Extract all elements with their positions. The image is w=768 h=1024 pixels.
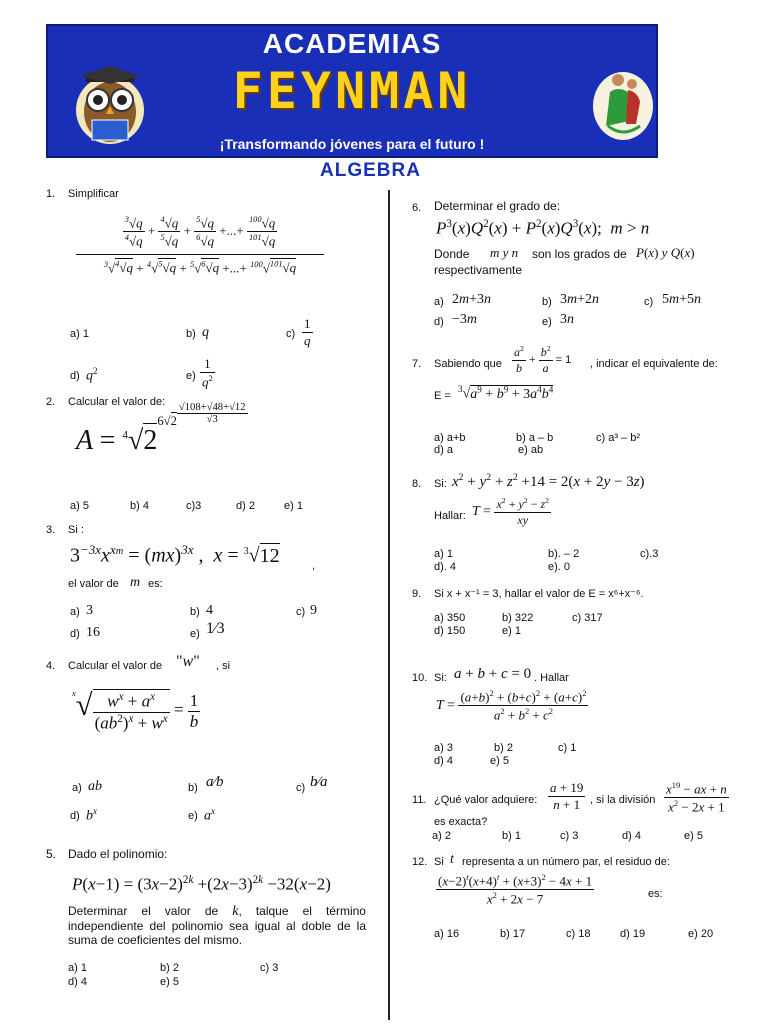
- q9-option-d: d) 150: [434, 625, 466, 637]
- q4-option-c-label: c): [296, 782, 306, 794]
- q3-option-a-label: a): [70, 606, 80, 618]
- q3-number: 3.: [46, 524, 56, 536]
- q7-text: Sabiendo que: [434, 358, 502, 370]
- q6-option-d-value: −3m: [452, 312, 478, 327]
- q10-number: 10.: [412, 672, 428, 684]
- q9-number: 9.: [412, 588, 422, 600]
- q2-expression: $A = ^4√2^{6√2}$ $^{\frac{√108+√48+√12}{√3}}$: [76, 402, 246, 456]
- q12-text-3: es:: [648, 888, 663, 900]
- q3-variable-m: m: [130, 575, 141, 590]
- q11-expression: $\frac{a + 19}{n + 1}$: [550, 780, 584, 812]
- q6-option-e-label: e): [542, 316, 552, 328]
- q6-option-c-value: 5m+5n: [662, 292, 702, 307]
- q3-option-b-value: 4: [206, 603, 213, 618]
- q8-target: T = $\frac{x^2 + y^2 - z^2}{xy}$: [472, 496, 550, 527]
- q5-option-e: e) 5: [160, 976, 179, 988]
- q6-functions: P(x) y Q(x): [636, 245, 695, 260]
- q6-text-2: Donde: [434, 247, 470, 261]
- q6-option-b-value: 3m+2n: [560, 292, 600, 307]
- q1-option-d-label: d): [70, 370, 80, 382]
- q3-option-d-value: 16: [86, 625, 100, 640]
- q3-text-2: el valor de: [68, 578, 119, 590]
- q8-option-e: e). 0: [548, 561, 571, 573]
- q12-number: 12.: [412, 856, 428, 868]
- q10-option-e: e) 5: [490, 755, 509, 767]
- q12-text: Si: [434, 856, 444, 868]
- q12-option-c: c) 18: [566, 928, 591, 940]
- q11-text: ¿Qué valor adquiere:: [434, 794, 538, 806]
- academy-name: FEYNMAN: [232, 62, 472, 120]
- q7-text-2: , indicar el equivalente de:: [590, 358, 718, 370]
- q7-option-c: c) a³ – b²: [596, 432, 641, 444]
- owl-logo-icon: [64, 58, 156, 150]
- q8-text: Si:: [434, 478, 447, 490]
- q9-option-e: e) 1: [502, 625, 521, 637]
- q4-option-a-label: a): [72, 782, 82, 794]
- q8-option-b: b). – 2: [548, 548, 580, 560]
- q6-option-d-label: d): [434, 316, 444, 328]
- q12-text-2: representa a un número par, el residuo de:: [462, 856, 670, 868]
- q5-option-a: a) 1: [68, 962, 87, 974]
- q10-option-c: c) 1: [558, 742, 577, 754]
- q10-condition: a + b + c = 0: [454, 666, 532, 682]
- q6-number: 6.: [412, 202, 422, 214]
- q5-option-c: c) 3: [260, 962, 279, 974]
- q2-option-e: e) 1: [284, 500, 303, 512]
- q1-option-c-label: c): [286, 328, 296, 340]
- q1-option-e-label: e): [186, 370, 196, 382]
- dancers-icon: [588, 62, 658, 142]
- q9-option-b: b) 322: [502, 612, 534, 624]
- q3-text: Si :: [68, 524, 84, 536]
- q11-text-3: es exacta?: [434, 816, 488, 828]
- q11-option-a: a) 2: [432, 830, 451, 842]
- q8-option-a: a) 1: [434, 548, 453, 560]
- q4-option-b-value: a⁄b: [206, 774, 224, 790]
- q1-text: Simplificar: [68, 188, 119, 200]
- q2-number: 2.: [46, 396, 56, 408]
- q8-number: 8.: [412, 478, 422, 490]
- q2-option-b: b) 4: [130, 500, 149, 512]
- q12-option-d: d) 19: [620, 928, 646, 940]
- q2-option-c: c)3: [186, 500, 202, 512]
- q9-text: Si x + x⁻¹ = 3, hallar el valor de E = x⁶+x⁻⁶.: [434, 588, 644, 600]
- q12-option-e: e) 20: [688, 928, 714, 940]
- q6-option-a-label: a): [434, 296, 444, 308]
- q6-option-a-value: 2m+3n: [452, 292, 492, 307]
- q3-text-3: es:: [148, 578, 163, 590]
- q4-option-c-value: b⁄a: [310, 774, 328, 790]
- q7-option-e: e) ab: [518, 444, 544, 456]
- q7-option-b: b) a – b: [516, 432, 554, 444]
- q4-option-d-label: d): [70, 810, 80, 822]
- q11-option-d: d) 4: [622, 830, 641, 842]
- q12-option-a: a) 16: [434, 928, 460, 940]
- q4-option-a-value: ab: [88, 779, 102, 794]
- q9-option-a: a) 350: [434, 612, 466, 624]
- q11-option-c: c) 3: [560, 830, 579, 842]
- q8-text-2: Hallar:: [434, 510, 466, 522]
- q10-option-b: b) 2: [494, 742, 513, 754]
- q4-option-e-value: $a^x$: [204, 806, 216, 824]
- q6-option-c-label: c): [644, 296, 654, 308]
- q3-option-e-label: e): [190, 628, 200, 640]
- q4-text-2: , si: [216, 660, 231, 672]
- q7-option-a: a) a+b: [434, 432, 466, 444]
- q6-expression: $P^3(x)Q^2(x) + P^2(x)Q^3(x)$; m > n: [436, 218, 650, 238]
- q4-option-e-label: e): [188, 810, 198, 822]
- q8-option-c: c).3: [640, 548, 659, 560]
- q10-option-d: d) 4: [434, 755, 453, 767]
- q10-text: Si:: [434, 672, 447, 684]
- q3-option-c-label: c): [296, 606, 306, 618]
- q4-option-d-value: $b^x$: [86, 806, 98, 824]
- q5-text-3: , talque el término independiente del polinomio sea igual al doble de la suma de coeficientes del mismo.: [68, 904, 366, 947]
- q5-number: 5.: [46, 847, 57, 861]
- q5-text-2: Determinar el valor de: [68, 904, 219, 918]
- q7-text-3: E =: [434, 390, 451, 402]
- q2-text: Calcular el valor de:: [68, 396, 166, 408]
- q6-text: Determinar el grado de:: [434, 199, 561, 213]
- q11-text-2: , si la división: [590, 794, 656, 806]
- q12-variable-t: t: [450, 852, 454, 867]
- q6-option-e-value: 3n: [560, 312, 574, 327]
- q5-option-d: d) 4: [68, 976, 87, 988]
- q11-number: 11.: [412, 794, 427, 806]
- q6-variables: m y n: [490, 245, 519, 260]
- q1-option-d-value: $q^2$: [86, 366, 98, 384]
- q10-option-a: a) 3: [434, 742, 453, 754]
- q1-option-a: a) 1: [70, 328, 89, 340]
- q1-option-e-value: $\frac{1}{q^2}$: [202, 356, 213, 390]
- q1-option-c-value: $\frac{1}{q}$: [304, 316, 311, 348]
- q5-text: Dado el polinomio:: [68, 847, 168, 861]
- q8-expression: $x^2 + y^2 + z^2 +14 = 2(x + 2y - 3z)$: [452, 472, 645, 490]
- q1-option-b-label: b): [186, 328, 196, 340]
- q6-text-3: son los grados de: [532, 247, 627, 261]
- q6-option-b-label: b): [542, 296, 552, 308]
- q7-option-d: d) a: [434, 444, 453, 456]
- q6-text-4: respectivamente: [434, 263, 523, 277]
- q3-expression: $3^{-3x}x^{xm} = (mx)^{3x}$ , x = $^3$√12: [70, 542, 280, 567]
- q12-option-b: b) 17: [500, 928, 526, 940]
- q10-expression: T = $\frac{(a+b)^2 + (b+c)^2 + (a+c)^2}{a^2 + b^2 + c^2}$: [436, 688, 587, 723]
- q3-option-c-value: 9: [310, 603, 317, 618]
- q11-division: $\frac{x^{19} - ax + n}{x^2 - 2x + 1}$: [666, 780, 727, 815]
- q7-number: 7.: [412, 358, 422, 370]
- q3-option-b-label: b): [190, 606, 200, 618]
- academy-tagline: ¡Transformando jóvenes para el futuro !: [219, 136, 485, 152]
- q11-option-b: b) 1: [502, 830, 521, 842]
- subject-title: ALGEBRA: [320, 160, 421, 181]
- q1-number: 1.: [46, 188, 56, 200]
- q1-expression: $\frac{^3√q}{^4√q}$ + $\frac{^4√q}{^5√q}$ + $\frac{^5√q}{^6√q}$ +...+ $\frac{^{100}√q}{^{101}√q}$ $^3$√$^4$√q + $^4$√$^5$√q + $^5$√$^6$√q +...+ $^{100}$√$^{101}$√q: [76, 214, 324, 276]
- q4-text: Calcular el valor de: [68, 660, 163, 672]
- q3-comma: ,: [312, 560, 316, 572]
- q2-option-a: a) 5: [70, 500, 89, 512]
- q4-expression: $^x$√ $\frac{w^x + a^x}{(ab^2)^x + w^x}$ = $\frac{1}{b}$: [72, 688, 199, 733]
- q7-condition: $\frac{a^2}{b}$ + $\frac{b^2}{a}$ = 1: [514, 344, 572, 375]
- q5-variable-k: k: [232, 904, 239, 919]
- q9-option-c: c) 317: [572, 612, 603, 624]
- header-banner: [46, 24, 658, 158]
- q4-number: 4.: [46, 660, 56, 672]
- q8-option-d: d). 4: [434, 561, 457, 573]
- q11-option-e: e) 5: [684, 830, 703, 842]
- q3-option-d-label: d): [70, 628, 80, 640]
- column-divider: [388, 190, 390, 1020]
- q5-option-b: b) 2: [160, 962, 179, 974]
- q4-variable-w: "w": [176, 653, 200, 670]
- q5-statement: [68, 904, 366, 947]
- q3-option-a-value: 3: [86, 603, 93, 618]
- q2-option-d: d) 2: [236, 500, 255, 512]
- q3-option-e-value: 1⁄3: [206, 620, 225, 637]
- q4-option-b-label: b): [188, 782, 198, 794]
- q10-text-2: . Hallar: [534, 672, 569, 684]
- q7-expression: $^3√a^9 + b^9 + 3a^4b^4$: [458, 384, 554, 402]
- q12-expression: $\frac{(x-2)^t(x+4)^t + (x+3)^2 - 4x + 1}{x^2 + 2x - 7}$: [438, 872, 593, 907]
- q5-expression: $P(x-1) = (3x-2)^{2k} +(2x-3)^{2k} -32(x-2)$: [72, 874, 331, 894]
- q1-option-b-value: q: [202, 325, 209, 340]
- academy-label: ACADEMIAS: [262, 28, 442, 59]
